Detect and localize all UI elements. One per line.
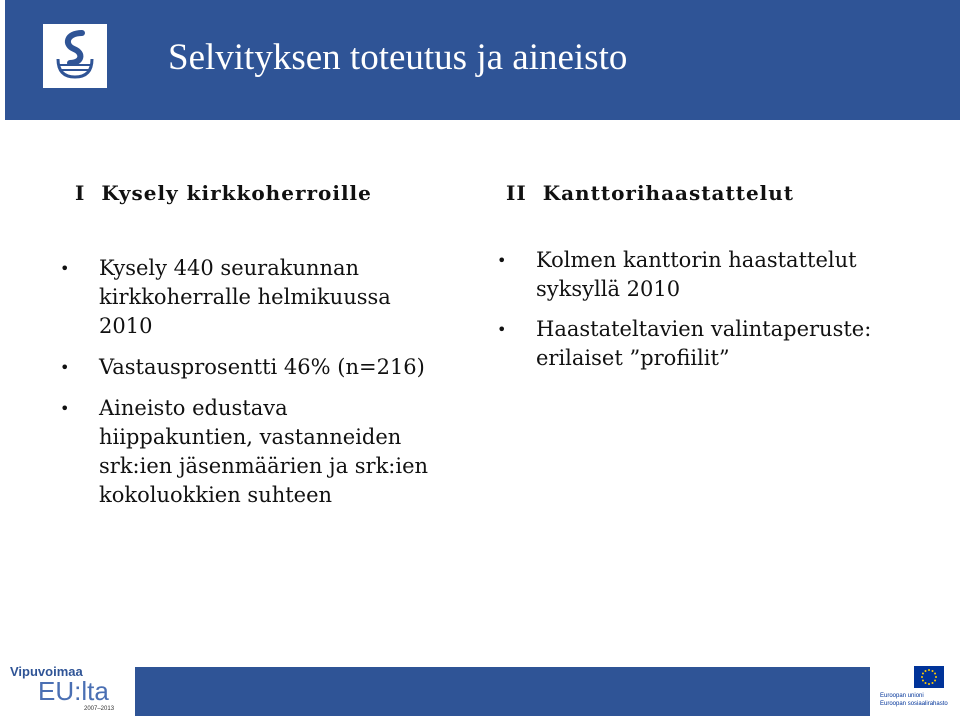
bullet-line: Vastausprosentti 46% (n=216): [99, 355, 425, 379]
right-column-number: II: [506, 181, 527, 205]
eu-star: [925, 682, 927, 684]
left-column-number: I: [75, 181, 86, 205]
church-logo-icon: [52, 29, 98, 83]
vipuvoimaa-eulta-logo: [8, 662, 128, 716]
bullet-line: Kolmen kanttorin haastattelut: [536, 248, 857, 272]
bullet-item: [497, 315, 917, 373]
eu-star: [932, 670, 934, 672]
bullet-line: kirkkoherralle helmikuussa: [99, 285, 391, 309]
bullet-item: [60, 254, 470, 341]
eu-star: [922, 673, 924, 675]
eu-star: [928, 669, 930, 671]
vip-logo-years: 2007–2013: [84, 706, 115, 712]
eu-star: [925, 670, 927, 672]
bullet-line: Haastateltavien valintaperuste:: [536, 317, 872, 341]
bullet-icon: •: [497, 251, 507, 270]
bullet-line: 2010: [99, 314, 153, 338]
footer-bar: [135, 667, 870, 716]
left-column-title: Kysely kirkkoherroille: [101, 181, 372, 205]
slide-header: [5, 0, 960, 120]
bullet-icon: •: [60, 399, 70, 418]
bullet-line: Aineisto edustava: [99, 396, 288, 420]
bullet-icon: •: [60, 358, 70, 377]
eu-star: [928, 683, 930, 685]
bullet-line: kokoluokkien suhteen: [99, 483, 333, 507]
eu-line-2: Euroopan sosiaalirahasto: [880, 701, 948, 707]
right-bullet-list: [497, 246, 917, 384]
bullet-line: srk:ien jäsenmäärien ja srk:ien: [99, 454, 429, 478]
eu-star: [935, 676, 937, 678]
eu-flag-icon: [914, 666, 944, 688]
left-column-heading: [75, 181, 372, 205]
right-column-title: Kanttorihaastattelut: [542, 181, 795, 205]
bullet-icon: •: [497, 320, 507, 339]
bullet-line: hiippakuntien, vastanneiden: [99, 425, 402, 449]
eu-star: [921, 676, 923, 678]
bullet-item: [60, 394, 470, 510]
page-title: Selvityksen toteutus ja aineisto: [168, 37, 628, 78]
bullet-icon: •: [60, 259, 70, 278]
eu-logo-text: [880, 692, 958, 708]
bullet-line: erilaiset ”profiilit”: [536, 346, 730, 370]
eu-star: [934, 673, 936, 675]
eu-line-1: Euroopan unioni: [880, 693, 924, 699]
eu-star: [932, 682, 934, 684]
bullet-item: [60, 353, 470, 382]
eu-star: [934, 680, 936, 682]
church-logo: [43, 24, 107, 88]
left-bullet-list: [60, 254, 470, 522]
bullet-line: Kysely 440 seurakunnan: [99, 256, 360, 280]
bullet-line: syksyllä 2010: [536, 277, 681, 301]
right-column-heading: [506, 181, 794, 205]
vip-logo-eu: EU:lta: [38, 676, 109, 706]
eu-logo: [878, 664, 958, 716]
eu-star: [922, 680, 924, 682]
vip-logo-title: Vipuvoimaa: [10, 664, 83, 679]
bullet-item: [497, 246, 917, 304]
